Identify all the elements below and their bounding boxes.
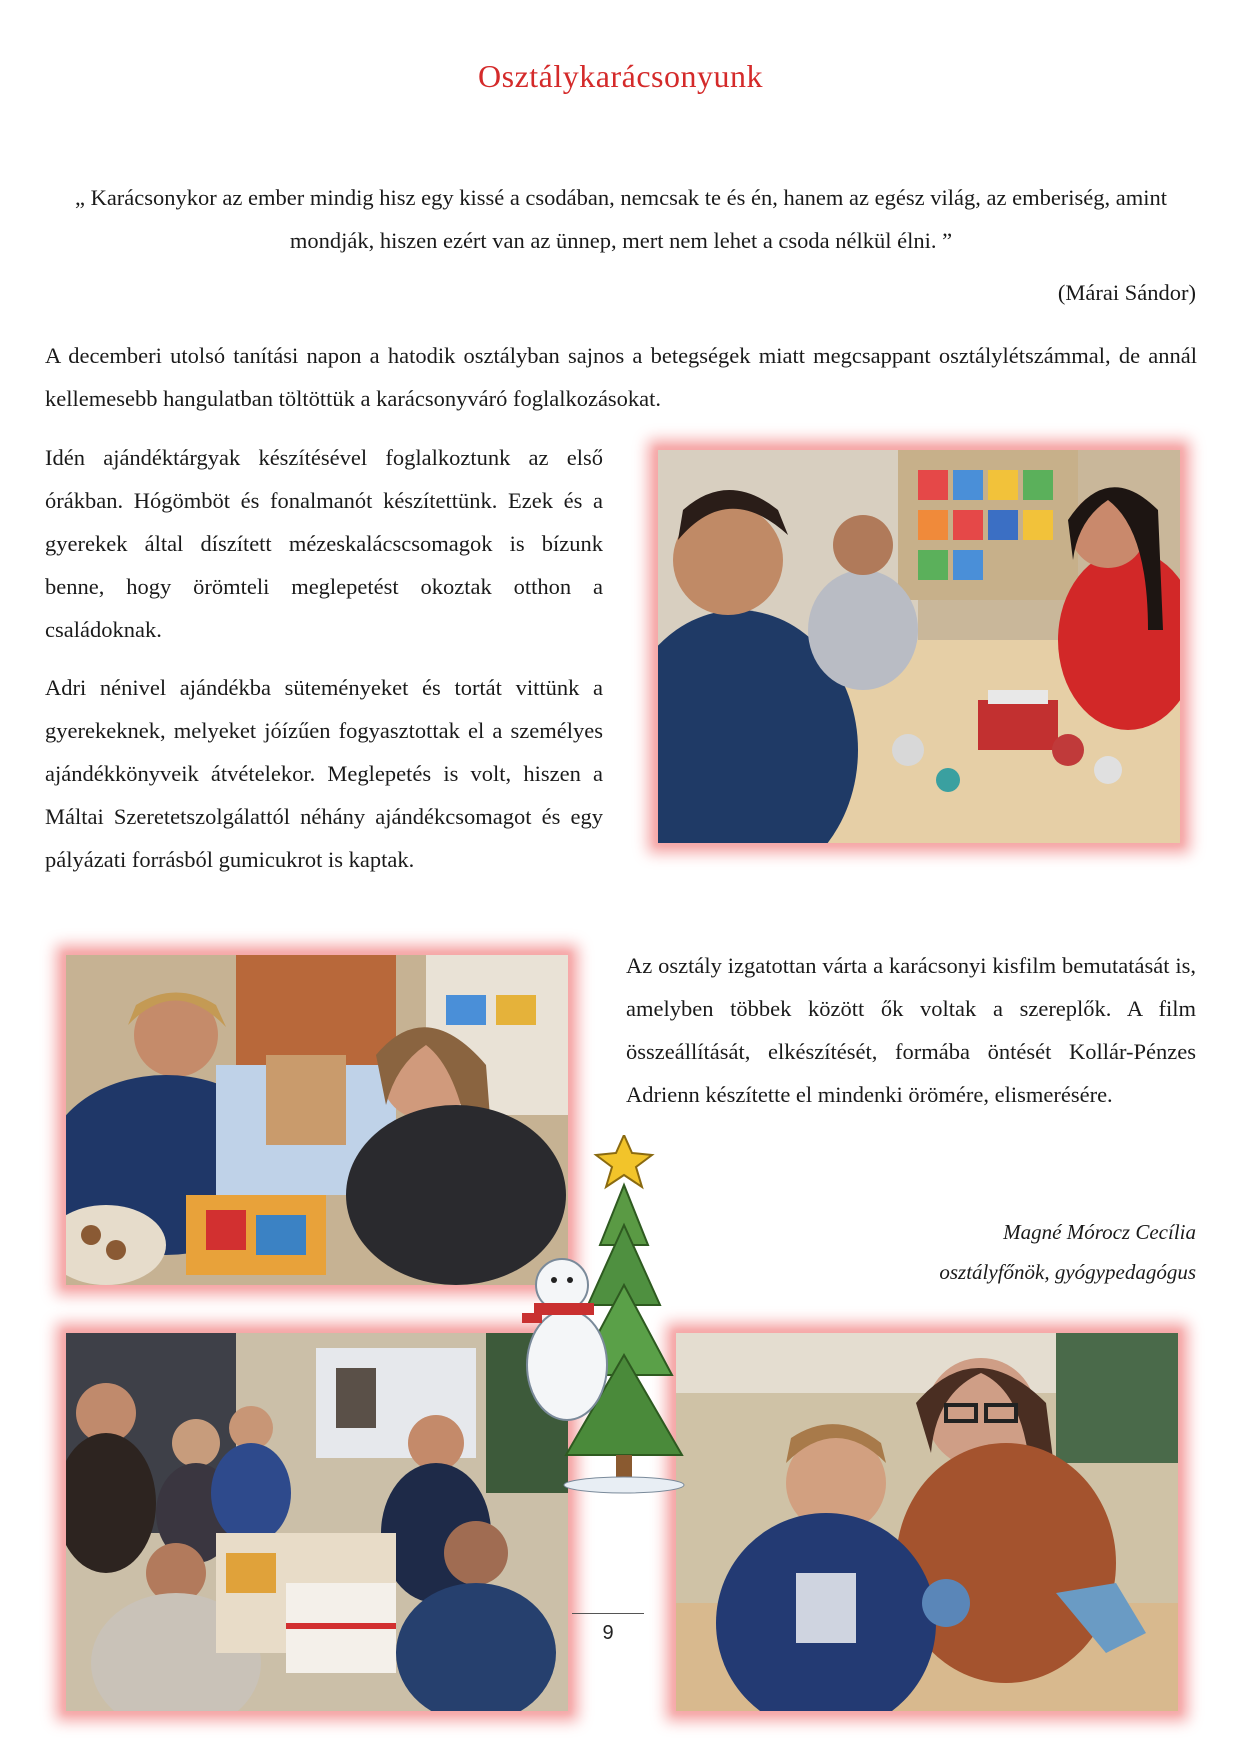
- page-title: Osztálykarácsonyunk: [478, 58, 763, 94]
- opening-quote: „ Karácsonykor az ember mindig hisz egy kissé a csodában, nemcsak te és én, hanem az egész világ, az emberiség, amint mondják, hiszen ezért van az ünnep, mert nem lehet a csoda nélkül élni. ”: [74, 185, 1168, 253]
- intro-paragraph: A decemberi utolsó tanítási napon a hatodik osztályban sajnos a betegségek miatt megcsappant osztálylétszámmal, de annál kellemesebb hangulatban töltöttük a karácsonyváró foglalkozásokat.: [45, 343, 1197, 411]
- page-number: 9: [602, 1622, 614, 1644]
- quote-author: (Márai Sándor): [1057, 280, 1196, 305]
- photo-classroom-projector: [66, 1333, 568, 1711]
- christmas-tree-snowman-illustration: [512, 1135, 712, 1495]
- gifts-paragraph: Idén ajándéktárgyak készítésével foglalkoztunk az első órákban. Hógömböt és fonalmanót készítettünk. Ezek és a gyerekek által díszített mézeskalácscsomagok is bízunk benne, hogy örömteli meglepetést okoztak otthon a családoknak.: [45, 445, 603, 642]
- signature-role: osztályfőnök, gyógypedagógus: [939, 1260, 1196, 1284]
- photo-gift-boxes: [66, 955, 568, 1285]
- film-paragraph: Az osztály izgatottan várta a karácsonyi kisfilm bemutatását is, amelyben többek között ők voltak a szereplők. A film összeállítását, elkészítését, formába öntését Kollár-Pénzes Adrienn készítette el mindenki örömére, elismerésére.: [626, 953, 1196, 1107]
- photo-crafting-table: [658, 450, 1180, 843]
- signature-name: Magné Mórocz Cecília: [1003, 1220, 1196, 1244]
- photo-yarn-craft: [676, 1333, 1178, 1711]
- adri-paragraph: Adri nénivel ajándékba süteményeket és tortát vittünk a gyerekeknek, melyeket jóízűen fogyasztottak el a személyes ajándékkönyveik átvételekor. Meglepetés is volt, hiszen a Máltai Szeretetszolgálattól néhány ajándékcsomagot és egy pályázati forrásból gumicukrot is kaptak.: [45, 675, 603, 872]
- page-number-rule: [572, 1613, 644, 1614]
